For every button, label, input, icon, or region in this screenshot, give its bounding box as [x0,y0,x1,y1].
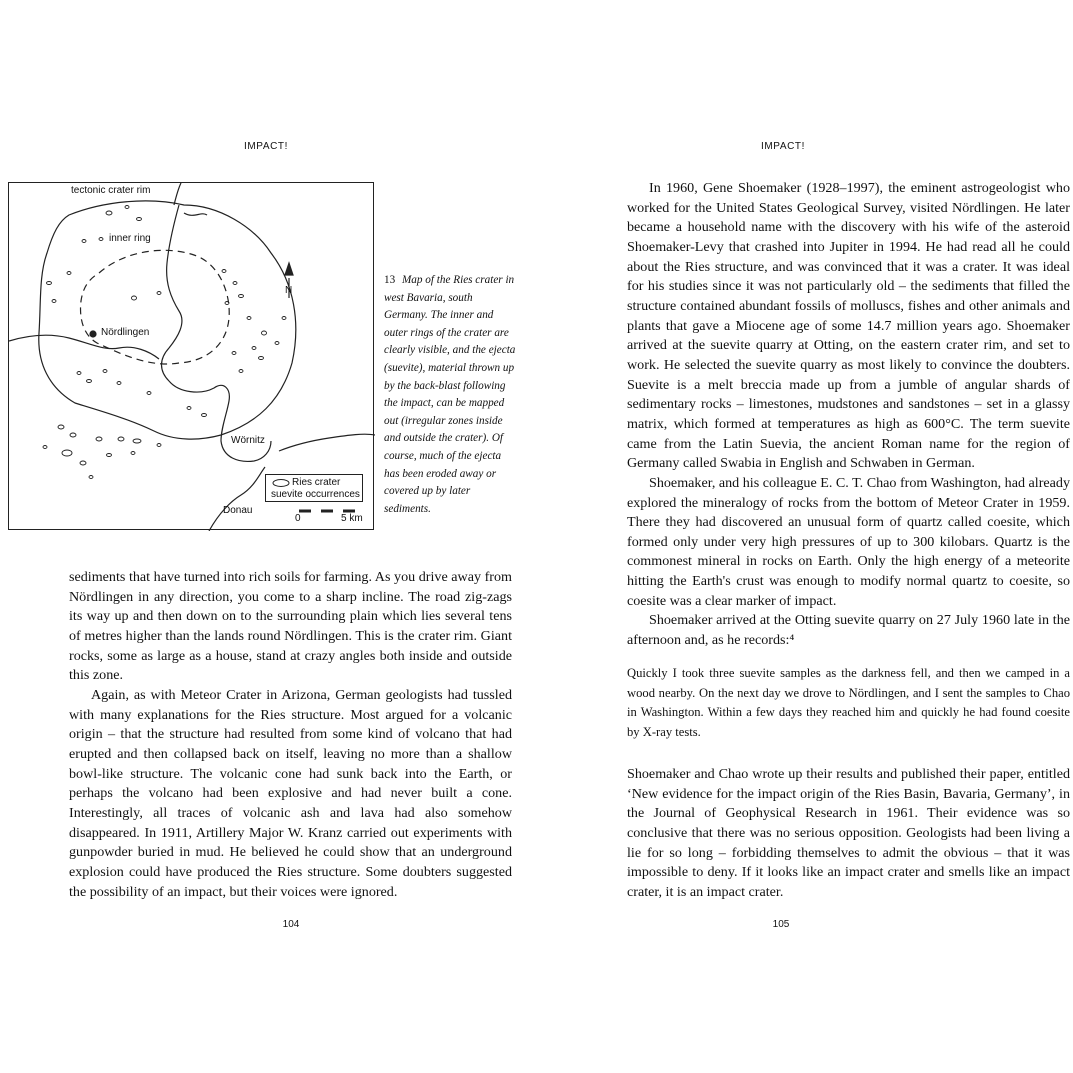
legend-patch-icon [271,478,291,488]
suevite-patch [247,317,251,320]
caption-text: Map of the Ries crater in west Bavaria, south Germany. The inner and outer rings of the crater are clearly visible, and the ejecta (suevite), material thrown up by the back-blast following the impact, can be mapped out (irregular zones inside and outside the crater). Of course, much of the ejecta has been eroded away or covered up by later sediments. [384,274,516,515]
suevite-patch [137,218,142,221]
suevite-patch [89,476,93,479]
label-donau: Donau [223,505,253,516]
suevite-patch [52,300,56,303]
suevite-patch [157,444,161,447]
suevite-patch [77,372,81,375]
map-legend [265,474,363,502]
caption-number: 13 [384,274,396,286]
suevite-patch [259,357,264,360]
closing-paragraph: Shoemaker and Chao wrote up their results and published their paper, entitled ‘New evidence for the impact origin of the Ries Basin, Bavaria, Germany’, in the Journal of Geophysical Research in 1961. Their evidence was so conclusive that there was no serious opposition. Geologists had been living a lie for so long – forbidding themselves to admit the obvious – that it was impossible to deny. If it looks like an impact crater and smells like an impact crater, it is an impact crater. [627,766,1070,900]
suevite-patch [70,433,76,437]
suevite-patch [239,295,244,298]
suevite-patch [117,382,121,385]
outer-crater-rim [39,201,296,439]
paragraph: sediments that have turned into rich soils for farming. As you drive away from Nördlingen in any direction, you come to a sharp incline. The road zig-zags its way up and then down on to the surrounding plain which lies several tens of metres higher than the lands round Nördlingen. This is the crater rim. Giant rocks, some as large as a house, stand at crazy angles both inside and outside this zone. [69,569,512,684]
legend-line2: suevite occurrences [271,489,360,500]
suevite-patch [262,331,267,335]
label-tectonic-rim: tectonic crater rim [71,185,151,196]
river-right [184,213,207,215]
suevite-patch [232,352,236,355]
suevite-patch [62,450,72,456]
block-quote: Quickly I took three suevite samples as the darkness fell, and then we camped in a wood nearby. On the next day we drove to Nördlingen, and I sent the samples to Chao in Washington. Within a few days they reached him and quickly he had found coesite by X-ray tests. [627,666,1070,739]
suevite-patch [67,272,71,275]
page-number-left: 104 [282,919,300,930]
label-north: N [285,285,293,296]
nordlingen-dot [90,331,96,337]
river-branch [9,335,159,359]
suevite-patch [282,317,286,320]
suevite-patch [133,439,141,443]
suevite-patch [202,414,207,417]
ries-crater-map [8,182,374,530]
left-page [0,0,536,1073]
paragraph: Shoemaker, and his colleague E. C. T. Chao from Washington, had already explored the mineralogy of rocks from the bottom of Meteor Crater in 1959. There they had discovered an unusual form of quartz called coesite, which formed only under very high pressures of up to 300 kilobars. Quartz is the commonest mineral in rocks on Earth. Only the high energy of a meteorite hitting the Earth's crust was enough to modify normal quartz to coesite, so coesite was a clear marker of impact. [627,474,1071,609]
scale-five: 5 km [341,513,363,524]
inner-ring [81,250,230,364]
legend-line1: Ries crater [292,477,341,488]
suevite-patch [132,296,137,300]
suevite-patch [82,240,86,243]
left-body-text [69,568,512,902]
paragraph: Again, as with Meteor Crater in Arizona, German geologists had tussled with many explanations for the Ries structure. Most argued for a volcanic origin – that the structure had resulted from some kind of volcano that had erupted and then collapsed back on itself, leaving no more than a shallow bowl-like structure. The volcanic cone had sunk back into the Earth, or perhaps the volcano had been explosive and had never built a cone. Interestingly, all traces of volcanic ash and lava had also somehow disappeared. In 1911, Artillery Major W. Kranz carried out experiments with gunpowder buried in mud. He believed he could show that an underground explosion could have produced the Ries structure. Some doubters suggested the possibility of an impact, but their voices were ignored. [69,686,512,900]
suevite-patch [157,292,161,295]
suevite-patch [252,347,256,350]
suevite-patch [103,370,107,373]
suevite-patch [239,370,243,373]
running-head-right: IMPACT! [760,141,805,152]
suevite-patch [107,454,112,457]
suevite-patch [275,342,279,345]
label-inner-ring: inner ring [109,233,151,244]
suevite-patch [233,282,237,285]
page-number-right: 105 [772,919,790,930]
label-wornitz: Wörnitz [231,435,265,446]
suevite-patch [187,407,191,410]
suevite-patch [118,437,124,441]
wornitz-river [162,205,272,461]
suevite-patch [99,238,103,241]
suevite-patch [147,392,151,395]
river-top [174,183,181,205]
suevite-patch [43,446,47,449]
label-nordlingen: Nördlingen [101,327,150,338]
suevite-patch [87,380,92,383]
north-arrow-head [285,263,293,275]
suevite-patch [58,425,64,429]
suevite-patch [106,211,112,215]
scale-zero: 0 [295,513,301,524]
suevite-patch [96,437,102,441]
right-body-text [627,179,1070,651]
suevite-patch [125,206,129,209]
right-page [537,0,1073,1073]
suevite-patch [80,461,86,465]
paragraph: In 1960, Gene Shoemaker (1928–1997), the eminent astrogeologist who worked for the United States Geological Survey, visited Nördlingen. He later became a household name with the discovery with his wife of the asteroid Shoemaker-Levy that crashed into Jupiter in 1994. He had read all he could about the Ries structure, and was convinced that it was a crater. It was ideal for his studies since it was not particularly old – the sediments that filled the structure contained abundant fossils of molluscs, fishes and other animals and plants that gave a Miocene age of some 14.7 million years ago. Shoemaker arrived at the suevite quarry at Otting, on the eastern crater rim, and set to work. He selected the suevite quarry as most likely to convince the doubters. Suevite is a melt breccia made up from a jumble of angular shards of sedimentary rocks – limestones, mudstones and sandstones – set in a glassy matrix, which formed at temperatures as high as 600°C. The term suevite came from the Latin Suevia, the ancient Roman name for the region of Germany called Swabia in English and Schwaben in German. [627,180,1070,472]
paragraph: Shoemaker arrived at the Otting suevite quarry on 27 July 1960 late in the afternoon and, as he records:⁴ [627,612,1070,649]
suevite-patch [222,270,226,273]
donau-river [209,467,265,531]
figure-caption [384,272,516,518]
suevite-patch [131,452,135,455]
suevite-patch [47,282,52,285]
river-lower [279,434,375,451]
running-head-left: IMPACT! [243,141,288,152]
